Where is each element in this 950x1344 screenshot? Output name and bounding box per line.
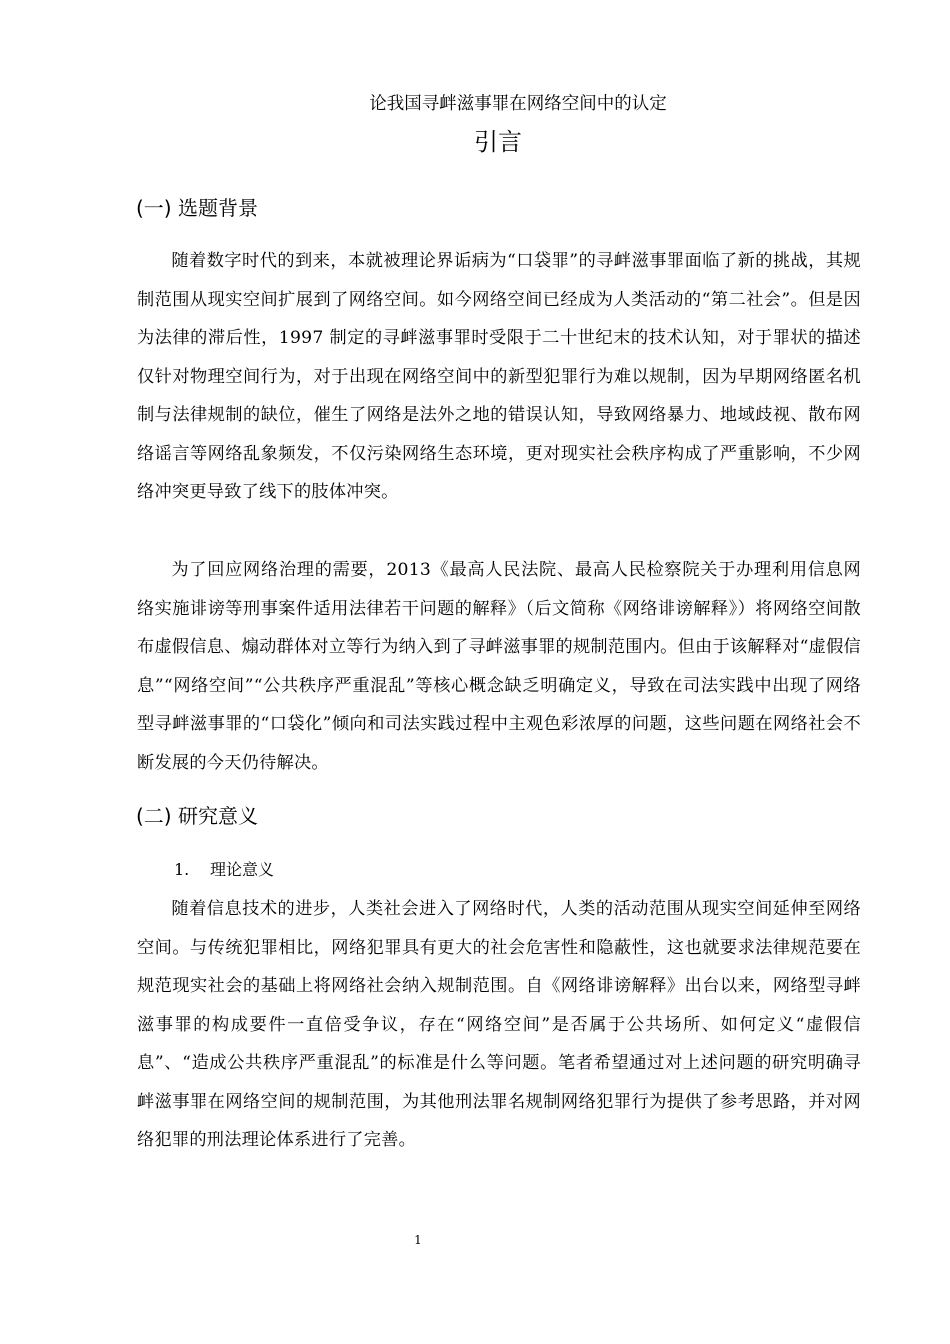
subsection-number: 1. <box>174 860 190 879</box>
page-number: 1 <box>414 1233 422 1247</box>
subsection-title: 理论意义 <box>210 860 275 879</box>
chapter-heading: 引言 <box>474 128 522 156</box>
paragraph-theory-1: 随着信息技术的进步，人类社会进入了网络时代，人类的活动范围从现实空间延伸至网络空间。与传统犯罪相比，网络犯罪具有更大的社会危害性和隐蔽性，这也就要求法律规范要在规范现实社会的基础上将网络社会纳入规制范围。自《网络诽谤解释》出台以来，网络型寻衅滋事罪的构成要件一直倍受争议，存在“网络空间”是否属于公共场所、如何定义“虚假信息”、“造成公共秩序严重混乱”的标准是什么等问题。笔者希望通过对上述问题的研究明确寻衅滋事罪在网络空间的规制范围，为其他刑法罪名规制网络犯罪行为提供了参考思路，并对网络犯罪的刑法理论体系进行了完善。 <box>137 899 861 1150</box>
section-heading-significance: (二) 研究意义 <box>136 804 258 828</box>
section-heading-background: (一) 选题背景 <box>136 196 258 220</box>
paragraph-background-1: 随着数字时代的到来，本就被理论界诟病为“口袋罪”的寻衅滋事罪面临了新的挑战，其规制范围从现实空间扩展到了网络空间。如今网络空间已经成为人类活动的“第二社会”。但是因为法律的滞后性，1997 制定的寻衅滋事罪时受限于二十世纪末的技术认知，对于罪状的描述仅针对物理空间行为，对于出现在网络空间中的新型犯罪行为难以规制，因为早期网络匿名机制与法律规制的缺位，催生了网络是法外之地的错误认知，导致网络暴力、地域歧视、散布网络谣言等网络乱象频发，不仅污染网络生态环境，更对现实社会秩序构成了严重影响，不少网络冲突更导致了线下的肢体冲突。 <box>137 251 861 502</box>
subsection-heading-theory <box>174 858 274 882</box>
paragraph-background-2: 为了回应网络治理的需要，2013《最高人民法院、最高人民检察院关于办理利用信息网络实施诽谤等刑事案件适用法律若干问题的解释》（后文简称《网络诽谤解释》）将网络空间散布虚假信息、煽动群体对立等行为纳入到了寻衅滋事罪的规制范围内。但由于该解释对“虚假信息”“网络空间”“公共秩序严重混乱”等核心概念缺乏明确定义，导致在司法实践中出现了网络型寻衅滋事罪的“口袋化”倾向和司法实践过程中主观色彩浓厚的问题，这些问题在网络社会不断发展的今天仍待解决。 <box>137 560 861 773</box>
document-title: 论我国寻衅滋事罪在网络空间中的认定 <box>369 94 667 114</box>
